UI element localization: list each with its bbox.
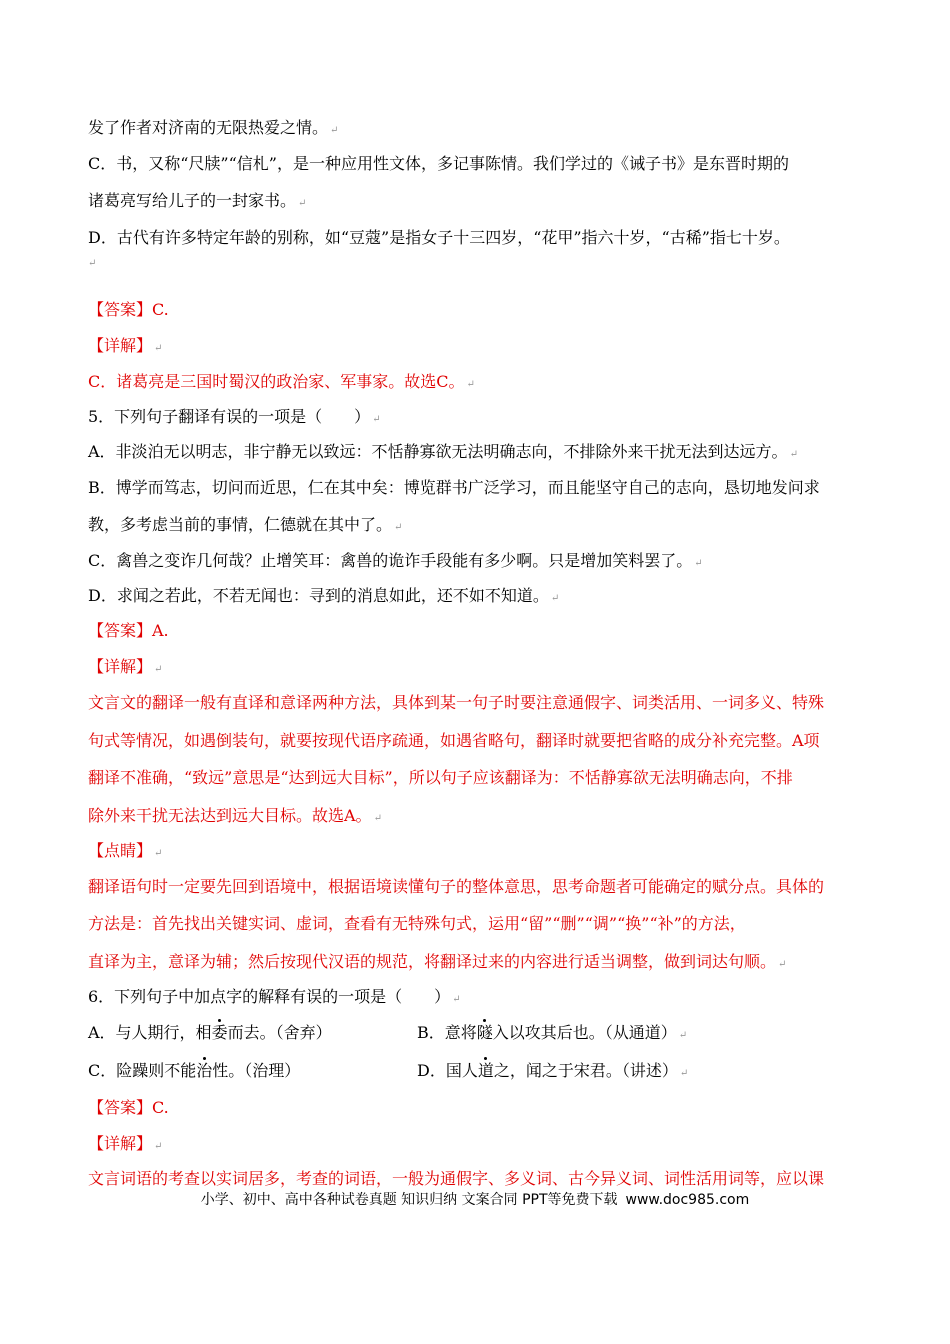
paragraph-mark: ↵	[154, 848, 163, 859]
detail-text: 除外来干扰无法达到远大目标。故选A。 ↵	[88, 806, 382, 825]
text-line	[88, 117, 862, 142]
detail-label: 【详解】 ↵	[88, 657, 163, 676]
option-c: C．禽兽之变诈几何哉？止增笑耳：禽兽的诡诈手段能有多少啊。只是增加笑料罢了。 ↵	[88, 551, 703, 570]
answer-label: 【答案】C.	[88, 300, 169, 319]
dotted-character: 道	[477, 1061, 494, 1080]
paragraph-mark: ↵	[452, 994, 461, 1005]
option-d: D．求闻之若此，不若无闻也：寻到的消息如此，还不如不知道。 ↵	[88, 586, 560, 605]
text-line	[88, 227, 862, 249]
paragraph-mark: ↵	[298, 198, 307, 209]
line-text: 发了作者对济南的无限热爱之情。	[88, 118, 329, 137]
question-6: 6．下列句子中加点字的解释有误的一项是（ ） ↵	[88, 987, 461, 1006]
option-b-cont: 教，多考虑当前的事情，仁德就在其中了。 ↵	[88, 515, 403, 534]
option-row-cd	[88, 1060, 862, 1082]
dotted-character: 隧	[476, 1023, 493, 1042]
option-row-ab	[88, 1022, 862, 1044]
detail-label: 【详解】 ↵	[88, 1134, 163, 1153]
footer-text: 小学、初中、高中各种试卷真题 知识归纳 文案合同 PPT等免费下载	[200, 1192, 618, 1208]
answer-label: 【答案】A.	[88, 621, 169, 640]
paragraph-mark: ↵	[694, 558, 703, 569]
line-text: 诸葛亮写给儿子的一封家书。	[88, 191, 297, 210]
detail-text: 句式等情况，如遇倒装句，就要按现代语序疏通，如遇省略句，翻译时就要把省略的成分补充完整。A项	[88, 731, 820, 750]
detail-text: 文言词语的考查以实词居多，考查的词语，一般为通假字、多义词、古今异义词、词性活用词等，应以课	[88, 1169, 825, 1188]
dotted-character: 委	[211, 1023, 228, 1042]
text-line	[88, 190, 862, 215]
option-a: A．与人期行，相委而去。（舍弃）	[88, 1023, 332, 1042]
option-a: A．非淡泊无以明志，非宁静无以致远：不恬静寡欲无法明确志向，不排除外来干扰无法到达远方。 ↵	[88, 442, 798, 461]
detail-text: 翻译不准确，“致远”意思是“达到远大目标”，所以句子应该翻译为：不恬静寡欲无法明确志向，不排	[88, 768, 793, 787]
tip-label: 【点睛】 ↵	[88, 841, 163, 860]
paragraph-mark: ↵	[372, 414, 381, 425]
line-text: D．古代有许多特定年龄的别称，如“豆蔻”是指女子十三四岁，“花甲”指六十岁，“古稀”指七十岁。	[88, 228, 790, 247]
answer-label: 【答案】C.	[88, 1098, 169, 1117]
paragraph-mark: ↵	[679, 1068, 689, 1079]
tip-text: 翻译语句时一定要先回到语境中，根据语境读懂句子的整体意思，思考命题者可能确定的赋分点。具体的	[88, 877, 825, 896]
paragraph-mark: ↵	[789, 449, 798, 460]
paragraph-mark: ↵	[373, 813, 382, 824]
option-d: D．国人道之，闻之于宋君。（讲述） ↵	[417, 1061, 689, 1080]
page-footer	[0, 1190, 950, 1210]
option-b: B．博学而笃志，切问而近思，仁在其中矣：博览群书广泛学习，而且能坚守自己的志向，恳切地发问求	[88, 478, 820, 497]
tip-text: 直译为主，意译为辅；然后按现代汉语的规范，将翻译过来的内容进行适当调整，做到词达句顺。 ↵	[88, 952, 787, 971]
footer-site-link[interactable]: www.doc985.com	[625, 1192, 750, 1208]
detail-text: C．诸葛亮是三国时蜀汉的政治家、军事家。故选C。 ↵	[88, 372, 475, 391]
detail-text: 文言文的翻译一般有直译和意译两种方法，具体到某一句子时要注意通假字、词类活用、一词多义、特殊	[88, 693, 825, 712]
dotted-character: 治	[196, 1061, 213, 1080]
paragraph-mark: ↵	[330, 125, 339, 136]
text-line	[88, 153, 862, 175]
paragraph-mark: ↵	[154, 1141, 163, 1152]
text-line	[86, 250, 862, 275]
line-text: C．书，又称“尺牍”“信札”，是一种应用性文体，多记事陈情。我们学过的《诫子书》是东晋时期的	[88, 154, 789, 173]
paragraph-mark: ↵	[88, 258, 97, 269]
detail-label: 【详解】 ↵	[88, 336, 163, 355]
option-c: C．险躁则不能治性。（治理）	[88, 1061, 301, 1080]
paragraph-mark: ↵	[394, 522, 403, 533]
paragraph-mark: ↵	[466, 379, 475, 390]
paragraph-mark: ↵	[154, 664, 163, 675]
paragraph-mark: ↵	[154, 343, 163, 354]
paragraph-mark: ↵	[678, 1030, 688, 1041]
question-5: 5．下列句子翻译有误的一项是（ ） ↵	[88, 407, 381, 426]
option-b: B．意将隧入以攻其后也。（从通道） ↵	[417, 1023, 688, 1042]
paragraph-mark: ↵	[778, 959, 787, 970]
tip-text: 方法是：首先找出关键实词、虚词，查看有无特殊句式，运用“留”“删”“调”“换”“补”的方法，	[88, 914, 746, 933]
paragraph-mark: ↵	[550, 593, 560, 604]
